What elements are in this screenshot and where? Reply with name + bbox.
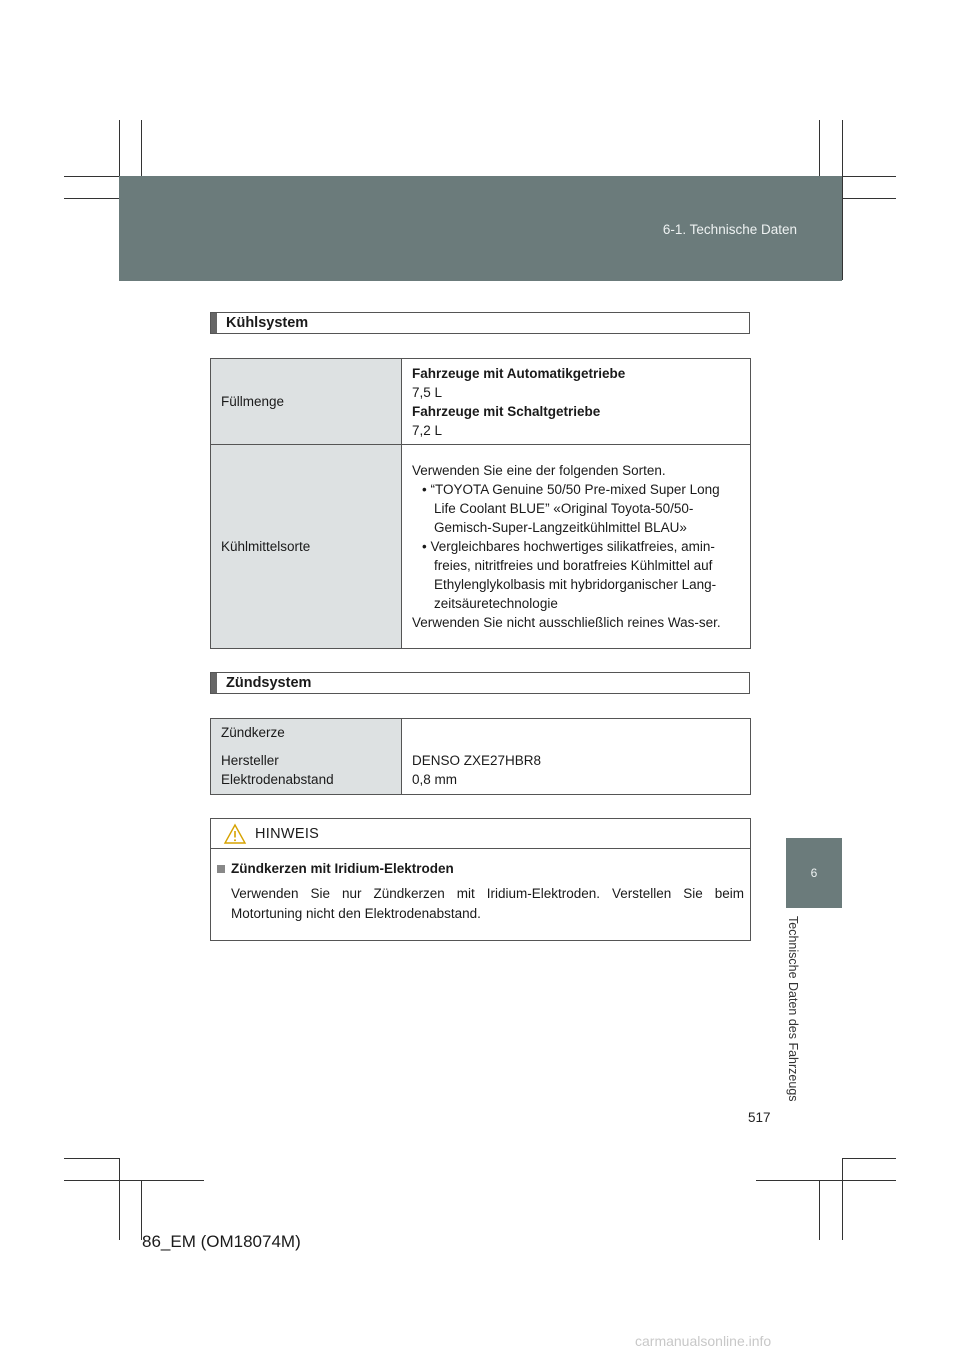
notice-header [211,819,750,849]
notice-subheading-text: Zündkerzen mit Iridium-Elektroden [231,861,454,876]
coolant-item: • “TOYOTA Genuine 50/50 Pre-mixed Super Long Life Coolant BLUE” «Original Toyota-50/50-Gemisch-Super-Langzeitkühlmittel BLAU» [422,482,720,535]
crop-mark [756,1180,896,1181]
cooling-table [210,358,751,649]
heading-bar [211,313,217,333]
maker-label: Hersteller [221,753,279,768]
square-bullet-icon [217,865,225,873]
plug-label: Zündkerze [221,725,285,740]
coolant-values [402,445,751,649]
header-band [119,176,842,281]
page-number: 517 [748,1110,771,1125]
crop-mark [119,1158,120,1240]
gap-value: 0,8 mm [412,772,458,787]
crop-mark [64,198,120,199]
table-row [211,445,751,649]
notice-body: Verwenden Sie nur Zündkerzen mit Iridium-Elektroden. Verstellen Sie beim Motortuning nicht den Elektrodenabstand. [231,886,744,921]
section-title: Kühlsystem [226,315,309,331]
heading-bar [211,673,217,693]
crop-mark [842,198,896,199]
auto-value: 7,5 L [412,384,443,400]
crop-mark [842,1158,843,1240]
section-heading-ignition [210,672,750,694]
chapter-tab: 6 [786,838,842,908]
chapter-title: 6-1. Technische Daten [662,222,797,237]
notice-title: HINWEIS [255,825,320,842]
manual-label: Fahrzeuge mit Schaltgetriebe [412,403,601,419]
coolant-note: Verwenden Sie nicht ausschließlich reines Was-ser. [412,615,721,630]
section-heading-cooling [210,312,750,334]
capacity-values [402,359,751,445]
manual-value: 7,2 L [412,422,443,438]
crop-mark [141,1180,142,1240]
section-title: Zündsystem [226,675,312,691]
watermark-site: carmanualsonline.info [635,1333,772,1349]
auto-label: Fahrzeuge mit Automatikgetriebe [412,365,626,381]
coolant-item: • Vergleichbares hochwertiges silikatfreies, amin-freies, nitritfreies und boratfreies Kühlmittel auf Ethylenglykolbasis mit hybridorganischer Lang-zeitsäuretechnologie [422,539,717,611]
document-code: 86_EM (OM18074M) [142,1232,301,1251]
ignition-labels [211,719,402,795]
crop-mark [819,120,820,176]
warning-icon [223,823,247,845]
table-row [211,719,751,795]
maker-value: DENSO ZXE27HBR8 [412,753,542,768]
gap-label: Elektrodenabstand [221,772,334,787]
crop-mark [819,1180,820,1240]
notice-subheading [217,861,750,876]
crop-mark [141,120,142,176]
table-row [211,359,751,445]
crop-mark [842,120,843,280]
crop-mark [64,1180,204,1181]
notice-box [210,818,751,941]
ignition-values [402,719,751,795]
chapter-tab-label: Technische Daten des Fahrzeugs [786,916,800,1102]
crop-mark [64,1158,120,1159]
coolant-label: Kühlmittelsorte [211,445,402,649]
coolant-intro: Verwenden Sie eine der folgenden Sorten. [412,463,666,478]
ignition-table [210,718,751,795]
capacity-label: Füllmenge [211,359,402,445]
crop-mark [842,1158,896,1159]
